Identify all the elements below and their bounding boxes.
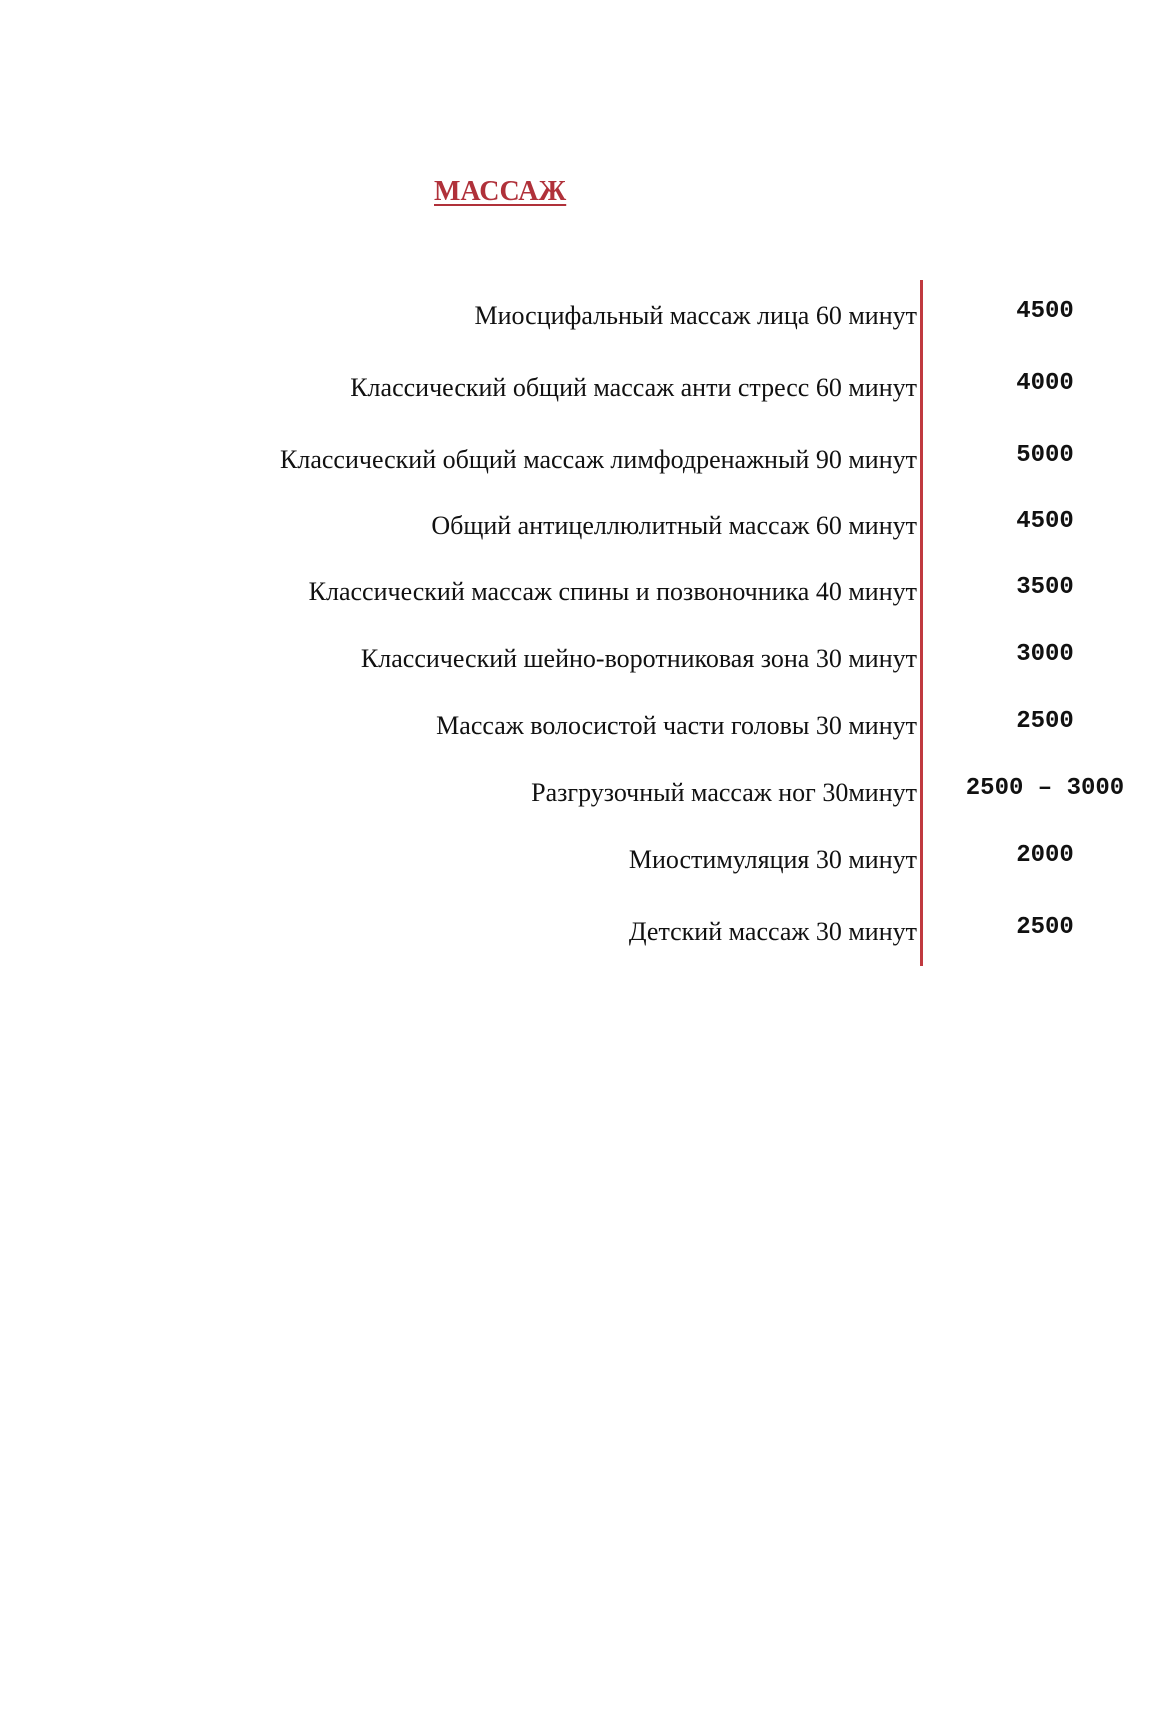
- price-row: [0, 773, 1154, 813]
- service-name: Массаж волосистой части головы 30 минут: [436, 711, 917, 740]
- service-price: 4500: [1016, 298, 1074, 325]
- service-price: 2000: [1016, 842, 1074, 869]
- service-name: Миостимуляция 30 минут: [628, 845, 917, 874]
- price-row: [0, 506, 1154, 546]
- price-row: [0, 639, 1154, 679]
- price-row: [0, 912, 1154, 952]
- service-name: Классический общий массаж анти стресс 60 минут: [350, 373, 917, 402]
- service-name: Детский массаж 30 минут: [628, 917, 917, 946]
- service-price: 3000: [1016, 641, 1074, 668]
- page-title: МАССАЖ: [434, 176, 567, 207]
- service-price: 4500: [1016, 508, 1074, 535]
- service-name: Классический общий массаж лимфодренажный 90 минут: [280, 445, 917, 474]
- price-row: [0, 440, 1154, 480]
- price-row: [0, 296, 1154, 336]
- price-row: [0, 840, 1154, 880]
- service-price: 5000: [1016, 442, 1074, 469]
- price-row: [0, 706, 1154, 746]
- service-name: Общий антицеллюлитный массаж 60 минут: [431, 511, 917, 540]
- service-name: Классический шейно-воротниковая зона 30 минут: [360, 644, 917, 673]
- service-price: 3500: [1016, 574, 1074, 601]
- service-price: 2500: [1016, 708, 1074, 735]
- service-price: 2500 – 3000: [965, 775, 1125, 802]
- service-name: Миосцифальный массаж лица 60 минут: [474, 301, 917, 330]
- price-row: [0, 572, 1154, 612]
- service-price: 2500: [1016, 914, 1074, 941]
- price-row: [0, 368, 1154, 408]
- service-name: Разгрузочный массаж ног 30минут: [531, 778, 917, 807]
- service-price: 4000: [1016, 370, 1074, 397]
- service-name: Классический массаж спины и позвоночника 40 минут: [308, 577, 917, 606]
